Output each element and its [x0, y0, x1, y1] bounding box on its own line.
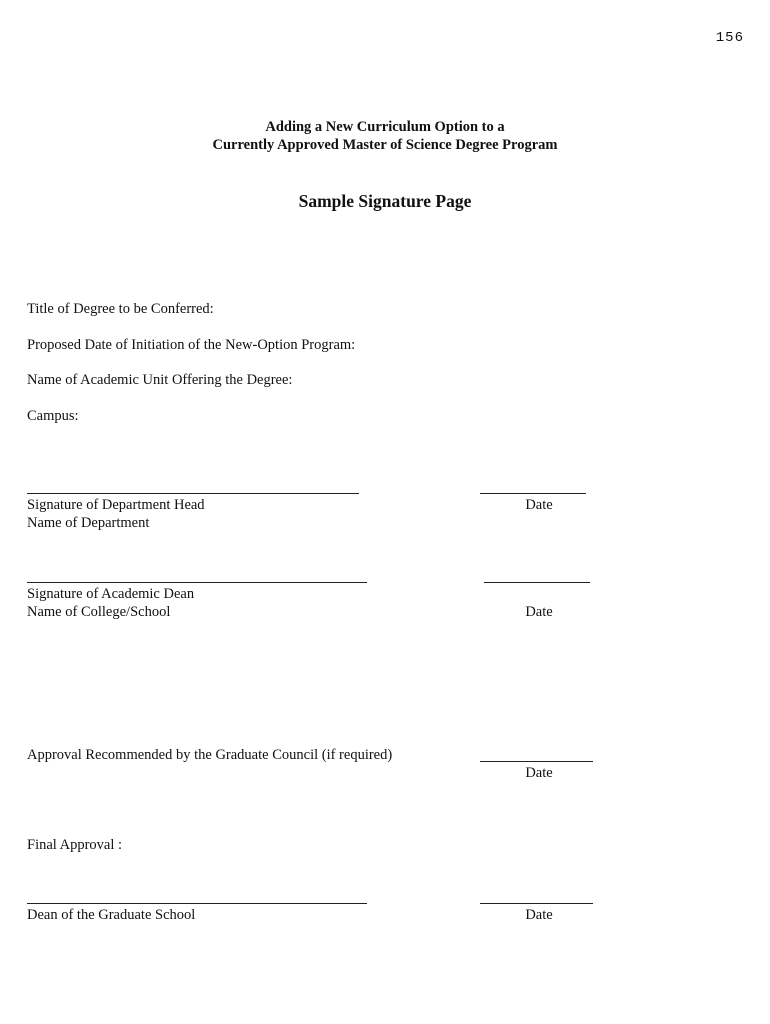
graduate-dean-date-line [480, 903, 593, 904]
degree-title-field-label: Title of Degree to be Conferred: [27, 301, 214, 317]
proposed-date-field-label: Proposed Date of Initiation of the New-Option Program: [27, 337, 356, 353]
campus-field-label: Campus: [27, 408, 79, 424]
dept-head-date-line [480, 493, 586, 494]
academic-unit-field-label: Name of Academic Unit Offering the Degree: [27, 372, 293, 388]
dept-head-date-label: Date [525, 497, 553, 513]
graduate-council-date-line [480, 761, 593, 762]
page-subtitle: Sample Signature Page [298, 191, 472, 211]
graduate-dean-signature-label: Dean of the Graduate School [27, 907, 196, 923]
document-title-line-2: Currently Approved Master of Science Degree Program [212, 137, 558, 153]
page-number: 156 [715, 30, 744, 46]
academic-dean-date-label: Date [525, 604, 553, 620]
dept-head-signature-label: Signature of Department Head [27, 497, 205, 513]
graduate-council-date-label: Date [525, 765, 553, 781]
graduate-dean-date-label: Date [525, 907, 553, 923]
department-name-label: Name of Department [27, 515, 150, 531]
graduate-dean-signature-line [27, 903, 367, 904]
college-school-name-label: Name of College/School [27, 604, 171, 620]
document-title-line-1: Adding a New Curriculum Option to a [265, 119, 505, 135]
final-approval-heading: Final Approval : [27, 837, 123, 853]
academic-dean-signature-line [27, 582, 367, 583]
academic-dean-date-line [484, 582, 590, 583]
graduate-council-approval-label: Approval Recommended by the Graduate Council (if required) [27, 747, 393, 763]
dept-head-signature-line [27, 493, 359, 494]
academic-dean-signature-label: Signature of Academic Dean [27, 586, 195, 602]
